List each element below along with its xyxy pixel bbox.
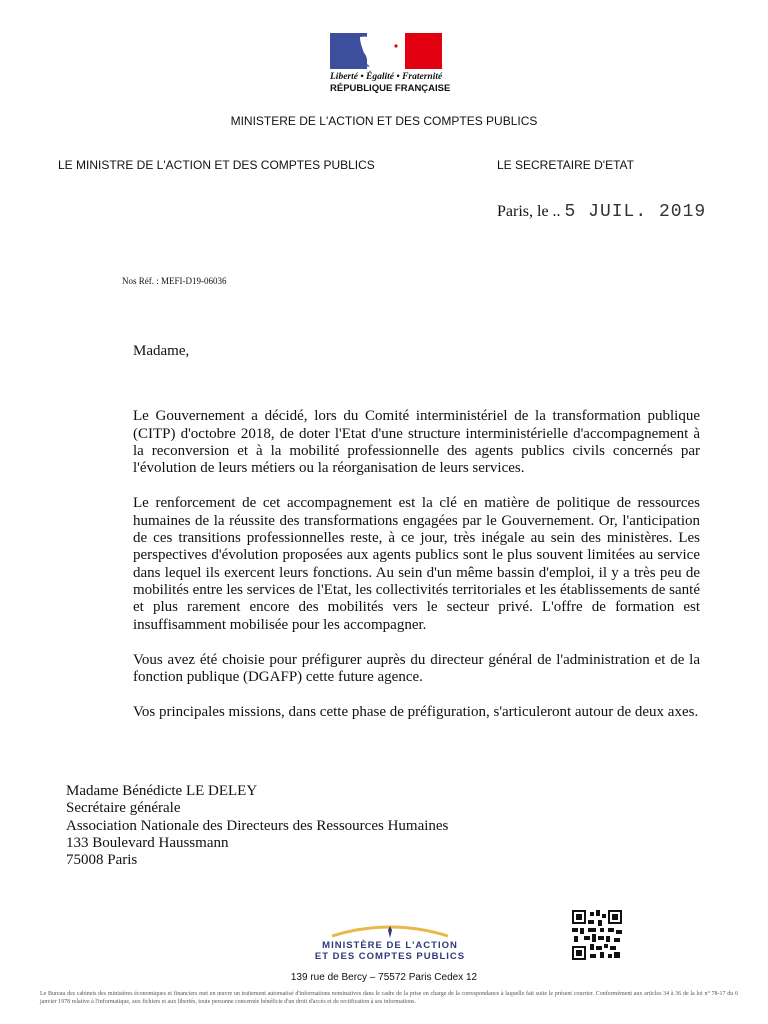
footer-ministry-logo [308, 920, 472, 962]
ministry-heading: MINISTERE DE L'ACTION ET DES COMPTES PUBLICS [230, 114, 538, 128]
footer-address: 139 rue de Bercy – 75572 Paris Cedex 12 [290, 972, 478, 983]
salutation: Madame, [133, 343, 190, 359]
recipient-city: 75008 Paris [66, 852, 138, 869]
legal-notice: Le Bureau des cabinets des ministères économiques et financiers met en œuvre un traitement automatisé d'informations nominatives dans le cadre de la prise en charge de la correspondance à laquelle fait suite le présent courrier. Conformément aux articles 34 à 36 de la loi n° 78-17 du 6 janvier 1978 relative à l'informatique, aux fichiers et aux libertés, toute personne concernée bénéficie d'un droit d'accès et de rectification à ses informations. [40, 991, 738, 1005]
date-dots: .. [552, 203, 561, 220]
marianne-flag-icon [330, 33, 442, 69]
paragraph-1: Le Gouvernement a décidé, lors du Comité interministériel de la transformation publique (CITP) d'octobre 2018, de doter l'Etat d'une structure interministérielle d'accompagnement à la reconversion et à la mobilité professionnelle des agents publics civils concernés par l'évolution de leurs métiers ou la réorganisation de leurs services. [133, 408, 700, 477]
minister-title: LE MINISTRE DE L'ACTION ET DES COMPTES PUBLICS [58, 158, 375, 172]
paragraph-3: Vous avez été choisie pour préfigurer auprès du directeur général de l'administration et de la fonction publique (DGAFP) cette future agence. [133, 651, 700, 686]
footer-logo-line-2: ET DES COMPTES PUBLICS [314, 951, 466, 962]
date-stamp: 5 JUIL. 2019 [564, 202, 707, 222]
recipient-role: Secrétaire générale [66, 800, 181, 817]
date-line [497, 202, 706, 222]
paragraph-2: Le renforcement de cet accompagnement est la clé en matière de politique de ressources humaines de la réussite des transformations engagées par le Gouvernement. Or, l'anticipation de ces transitions professionnelles reste, à ce jour, très inégale au sein des ministères. Les perspectives d'évolution proposées aux agents publics sont le plus souvent limitées au service dans lequel ils exercent leurs fonctions. Au sein d'un même bassin d'emploi, il y a très peu de mobilités entre les services de l'Etat, les collectivités territoriales et les établissements de santé et plus rarement encore des mobilités vers le secteur privé. L'offre de formation est insuffisamment mobilisée pour les accompagner. [133, 495, 700, 633]
republic-name: RÉPUBLIQUE FRANÇAISE [330, 83, 451, 94]
paragraph-4: Vos principales missions, dans cette phase de préfiguration, s'articuleront autour de deux axes. [133, 704, 699, 721]
republic-motto: Liberté • Égalité • Fraternité [330, 72, 443, 82]
date-prefix: Paris, le [497, 203, 549, 220]
footer-logo-line-1: MINISTÈRE DE L'ACTION [322, 940, 458, 951]
recipient-organization: Association Nationale des Directeurs des Ressources Humaines [66, 817, 449, 834]
secretary-title: LE SECRETAIRE D'ETAT [497, 158, 634, 172]
marianne-logo [330, 33, 451, 94]
qr-code-icon [572, 910, 622, 960]
recipient-address [66, 783, 448, 869]
recipient-street: 133 Boulevard Haussmann [66, 834, 229, 851]
recipient-name: Madame Bénédicte LE DELEY [66, 783, 258, 799]
letter-body [133, 343, 700, 740]
arc-emblem-icon [330, 920, 450, 940]
reference-number: Nos Réf. : MEFI-D19-06036 [122, 276, 227, 286]
